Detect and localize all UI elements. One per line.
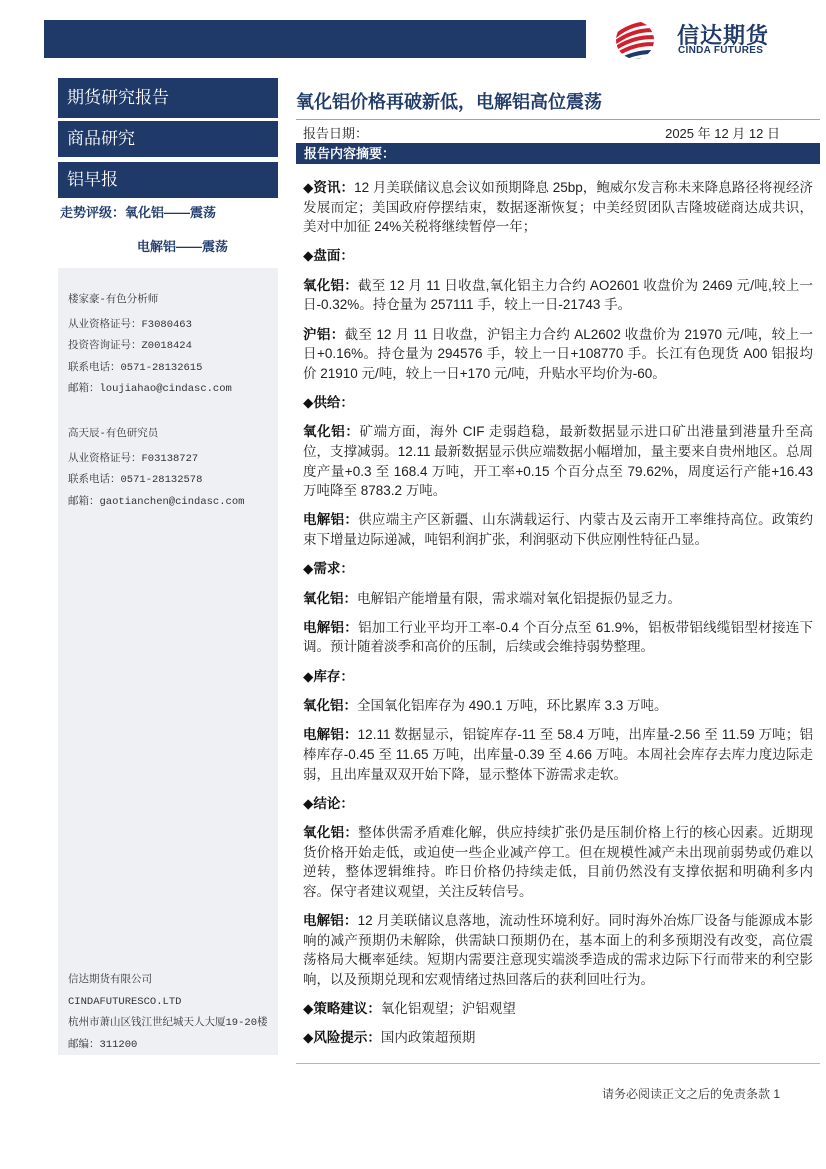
report-type-box: 期货研究报告 — [58, 78, 278, 118]
inventory-aluminium-paragraph — [303, 725, 813, 784]
conclusion-aluminium-paragraph — [303, 911, 813, 989]
analyst-license: 从业资格证号：F3080463 — [68, 318, 192, 331]
report-series-box: 铝早报 — [58, 162, 278, 198]
paragraph-text: 截至 12 月 11 日收盘,氧化铝主力合约 AO2601 收盘价为 2469 元/吨,较上一日-0.32%。持仓量为 257111 手，较上一日-21743 手。 — [303, 277, 813, 313]
analyst-phone: 联系电话：0571-28132615 — [68, 361, 203, 374]
paragraph-text: 矿端方面，海外 CIF 走弱趋稳，最新数据显示进口矿出港量到港量升至高位，支撑减弱。12.11 最新数据显示供应端数据小幅增加，量主要来自贵州地区。总周度产量+0.3 至 168.4 万吨，开工率+0.15 个百分点至 79.62%，周度运行产能+16.43 万吨降至 8783.2 万吨。 — [303, 424, 813, 499]
section-label: ◆结论： — [303, 795, 354, 811]
analyst-phone: 联系电话：0571-28132578 — [68, 474, 203, 486]
conclusion-alumina-paragraph — [303, 823, 813, 901]
footer — [400, 1085, 780, 1102]
supply-alumina-paragraph — [303, 422, 813, 500]
section-heading — [303, 559, 813, 579]
report-date: 2025 年 12 月 12 日 — [665, 126, 780, 141]
brand-name-en: CINDA FUTURES — [678, 45, 764, 56]
analyst-advisory-license: 投资咨询证号：Z0018424 — [68, 340, 192, 352]
item-label: 氧化铝： — [303, 590, 357, 606]
market-alumina-paragraph — [303, 276, 813, 315]
item-label: 电解铝： — [303, 913, 358, 929]
cinda-globe-logo-icon — [604, 19, 666, 61]
page-number: 1 — [773, 1087, 780, 1101]
report-summary-body — [303, 178, 813, 1058]
section-heading — [303, 393, 813, 413]
item-label: 电解铝： — [303, 619, 359, 635]
title-divider — [296, 119, 820, 120]
paragraph-text: 整体供需矛盾难化解，供应持续扩张仍是压制价格上行的核心因素。近期现货价格开始走低，或迫使一些企业减产停工。但在规模性减产未出现前弱势或仍难以逆转，整体逻辑维持。昨日价格仍持续走低，目前仍然没有支撑依据和明确利多内容。保守者建议观望，关注反转信号。 — [303, 825, 813, 899]
risk-paragraph — [303, 1028, 813, 1048]
section-heading — [303, 667, 813, 687]
trend-rating-alumina — [60, 202, 216, 221]
paragraph-text: 12 月美联储议息会议如预期降息 25bp，鲍威尔发言称未来降息路径将视经济发展而定；美国政府停摆结束，数据逐渐恢复；中美经贸团队吉隆坡磋商达成共识，美对中加征 24%关税将继续暂停一年； — [303, 180, 813, 235]
paragraph-text: 供应端主产区新疆、山东满载运行、内蒙古及云南开工率维持高位。政策约束下增量边际递减，吨铝利润扩张，利润驱动下供应刚性特征凸显。 — [303, 512, 813, 548]
item-label: 沪铝： — [303, 326, 345, 342]
paragraph-text: 国内政策超预期 — [380, 1030, 476, 1046]
inventory-alumina-paragraph — [303, 696, 813, 716]
company-info — [68, 970, 273, 1056]
footer-divider — [296, 1063, 820, 1064]
section-label: ◆库存： — [303, 668, 354, 684]
report-date-label: 报告日期： — [303, 126, 369, 141]
trend-rating-value: 氧化铝——震荡 — [125, 205, 217, 220]
supply-aluminium-paragraph — [303, 510, 813, 549]
header-banner — [44, 20, 586, 58]
section-heading — [303, 246, 813, 266]
paragraph-text: 铝加工行业平均开工率-0.4 个百分点至 61.9%，铝板带铝线缆铝型材接连下调。预计随着淡季和高价的压制，后续或会维持弱势整理。 — [303, 619, 813, 655]
paragraph-text: 12.11 数据显示，铝锭库存-11 至 58.4 万吨，出库量-2.56 至 11.59 万吨；铝棒库存-0.45 至 11.65 万吨，出库量-0.39 至 4.66 万吨。本周社会库存去库力度边际走弱，且出库量双双开始下降，显示整体下游需求走软。 — [303, 727, 813, 782]
item-label: 氧化铝： — [303, 698, 357, 714]
brand-name-cn: 信达期货 — [677, 23, 770, 48]
report-category-box: 商品研究 — [58, 121, 278, 157]
section-label: ◆资讯： — [303, 180, 355, 195]
section-label: ◆供给： — [303, 395, 354, 411]
paragraph-text: 12 月美联储议息落地，流动性环境利好。同时海外冶炼厂设备与能源成本影响的减产预期仍未解除，供需缺口预期仍在，基本面上的利多预期没有改变，高位震荡格局大概率延续。短期内需要注意现实端淡季造成的需求边际下行而带来的利空影响，以及预期兑现和宏观情绪过热回落后的获利回吐行为。 — [303, 913, 813, 987]
item-label: 电解铝： — [303, 512, 359, 528]
demand-alumina-paragraph — [303, 589, 813, 609]
market-shfe-aluminium-paragraph — [303, 325, 813, 384]
analyst-email: 邮箱：gaotianchen@cindasc.com — [68, 495, 245, 508]
analyst-email: 邮箱：loujiahao@cindasc.com — [68, 383, 232, 395]
company-name-en: CINDAFUTURESCO.LTD — [68, 995, 182, 1008]
news-paragraph — [303, 178, 813, 237]
item-label: 氧化铝： — [303, 424, 360, 440]
paragraph-text: 截至 12 月 11 日收盘，沪铝主力合约 AL2602 收盘价为 21970 元/吨，较上一日+0.16%。持仓量为 294576 手，较上一日+108770 手。长江有色现货 A00 铝报均价 21910 元/吨，较上一日+170 元/吨，升贴水平均价为-60。 — [303, 326, 813, 381]
strategy-paragraph — [303, 999, 813, 1019]
trend-rating-label: 走势评级： — [60, 205, 126, 220]
section-label: ◆策略建议： — [303, 1001, 381, 1017]
company-address: 杭州市萧山区钱江世纪城天人大厦19-20楼 — [68, 1017, 268, 1029]
company-postcode: 邮编：311200 — [68, 1038, 138, 1051]
analyst-name: 高天辰-有色研究员 — [68, 428, 159, 440]
disclaimer-note: 请务必阅读正文之后的免责条款 — [601, 1087, 770, 1101]
summary-header: 报告内容摘要： — [296, 143, 820, 164]
section-label: ◆需求： — [303, 561, 354, 577]
item-label: 氧化铝： — [303, 277, 359, 293]
section-label: ◆盘面： — [303, 248, 354, 264]
demand-aluminium-paragraph — [303, 618, 813, 657]
trend-rating-aluminium: 电解铝——震荡 — [137, 239, 229, 254]
analyst-name: 楼家豪-有色分析师 — [68, 294, 159, 306]
paragraph-text: 电解铝产能增量有限，需求端对氧化铝提振仍显乏力。 — [357, 590, 681, 606]
analyst-license: 从业资格证号：F03138727 — [68, 452, 199, 465]
report-title: 氧化铝价格再破新低，电解铝高位震荡 — [296, 92, 602, 112]
analyst-card — [68, 290, 273, 401]
section-label: ◆风险提示： — [303, 1030, 381, 1046]
item-label: 电解铝： — [303, 727, 358, 743]
item-label: 氧化铝： — [303, 825, 359, 841]
company-name: 信达期货有限公司 — [68, 974, 152, 986]
analyst-card — [68, 424, 273, 513]
paragraph-text: 全国氧化铝库存为 490.1 万吨，环比累库 3.3 万吨。 — [357, 698, 668, 714]
paragraph-text: 氧化铝观望；沪铝观望 — [380, 1001, 516, 1017]
section-heading — [303, 794, 813, 814]
